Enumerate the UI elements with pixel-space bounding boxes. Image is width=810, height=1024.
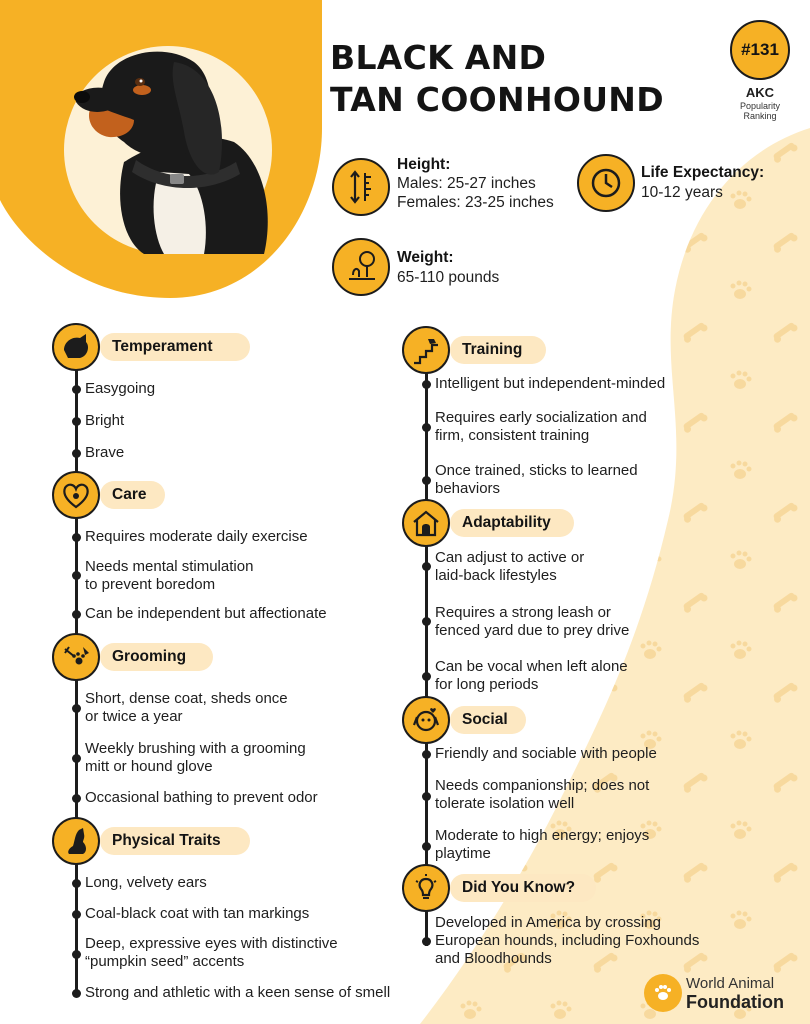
height-females: Females: 23-25 inches [397, 194, 554, 211]
ranking-org: AKC [745, 85, 775, 100]
foundation-logo [644, 972, 804, 1018]
grooming-item-1a: Short, dense coat, sheds once [85, 690, 288, 707]
section-physical-title: Physical Traits [100, 827, 250, 855]
weight-label: Weight: [397, 249, 454, 266]
logo-line-2: Foundation [686, 992, 784, 1012]
sitting-dog-icon [52, 817, 100, 865]
physical-item-4: Strong and athletic with a keen sense of smell [85, 984, 391, 1001]
training-item-3a: Once trained, sticks to learned [435, 462, 638, 479]
adaptability-item-1b: laid-back lifestyles [435, 567, 557, 584]
social-item-1: Friendly and sociable with people [435, 745, 657, 762]
training-item-3b: behaviors [435, 480, 501, 497]
ranking-label-2: Ranking [743, 111, 777, 121]
page-title-line-1: BLACK AND [330, 38, 547, 77]
adaptability-item-3b: for long periods [435, 676, 539, 693]
temperament-item-3: Brave [85, 444, 125, 461]
care-item-3: Can be independent but affectionate [85, 605, 327, 622]
adaptability-item-3a: Can be vocal when left alone [435, 658, 628, 675]
section-adaptability-title: Adaptability [450, 509, 574, 537]
clock-icon [577, 154, 635, 212]
section-grooming-title: Grooming [100, 643, 213, 671]
weight-value: 65-110 pounds [397, 269, 500, 286]
adaptability-item-2a: Requires a strong leash or [435, 604, 611, 621]
right-timeline-line [425, 350, 428, 946]
training-item-1: Intelligent but independent-minded [435, 375, 666, 392]
training-item-2b: firm, consistent training [435, 427, 590, 444]
physical-item-3b: “pumpkin seed” accents [85, 953, 245, 970]
physical-item-2: Coal-black coat with tan markings [85, 905, 310, 922]
social-item-2a: Needs companionship; does not [435, 777, 650, 794]
page-title-line-2: TAN COONHOUND [330, 80, 664, 119]
life-value: 10-12 years [641, 184, 723, 201]
section-temperament-title: Temperament [100, 333, 250, 361]
height-males: Males: 25-27 inches [397, 175, 536, 192]
ranking-badge [730, 20, 790, 80]
grooming-item-2a: Weekly brushing with a grooming [85, 740, 306, 757]
care-item-2b: to prevent boredom [85, 576, 216, 593]
logo-line-1: World Animal [686, 975, 775, 992]
scale-icon [332, 238, 390, 296]
care-item-2a: Needs mental stimulation [85, 558, 254, 575]
adaptability-item-1a: Can adjust to active or [435, 549, 585, 566]
didyouknow-item-1b: European hounds, including Foxhounds [435, 932, 700, 949]
height-icon [332, 158, 390, 216]
dog-illustration [64, 42, 274, 257]
social-dog-icon [402, 696, 450, 744]
life-label: Life Expectancy: [641, 164, 765, 181]
dog-house-icon [402, 499, 450, 547]
didyouknow-item-1c: and Bloodhounds [435, 950, 552, 967]
care-item-1: Requires moderate daily exercise [85, 528, 308, 545]
lightbulb-icon [402, 864, 450, 912]
paw-logo-icon [644, 974, 682, 1012]
grooming-brush-icon [52, 633, 100, 681]
adaptability-item-2b: fenced yard due to prey drive [435, 622, 630, 639]
section-social-title: Social [450, 706, 526, 734]
section-didyouknow-title: Did You Know? [450, 874, 596, 902]
social-item-2b: tolerate isolation well [435, 795, 575, 812]
physical-item-3a: Deep, expressive eyes with distinctive [85, 935, 338, 952]
grooming-item-2b: mitt or hound glove [85, 758, 213, 775]
grooming-item-1b: or twice a year [85, 708, 183, 725]
social-item-3b: playtime [435, 845, 491, 862]
temperament-item-1: Easygoing [85, 380, 156, 397]
section-training-title: Training [450, 336, 546, 364]
grooming-item-3: Occasional bathing to prevent odor [85, 789, 318, 806]
social-item-3a: Moderate to high energy; enjoys [435, 827, 650, 844]
training-item-2a: Requires early socialization and [435, 409, 647, 426]
heart-paw-icon [52, 471, 100, 519]
agility-training-icon [402, 326, 450, 374]
dog-head-icon [52, 323, 100, 371]
temperament-item-2: Bright [85, 412, 125, 429]
didyouknow-item-1a: Developed in America by crossing [435, 914, 661, 931]
ranking-label-1: Popularity [739, 101, 781, 111]
physical-item-1: Long, velvety ears [85, 874, 207, 891]
height-label: Height: [397, 156, 451, 173]
ranking-number: #131 [741, 40, 779, 59]
section-care-title: Care [100, 481, 165, 509]
